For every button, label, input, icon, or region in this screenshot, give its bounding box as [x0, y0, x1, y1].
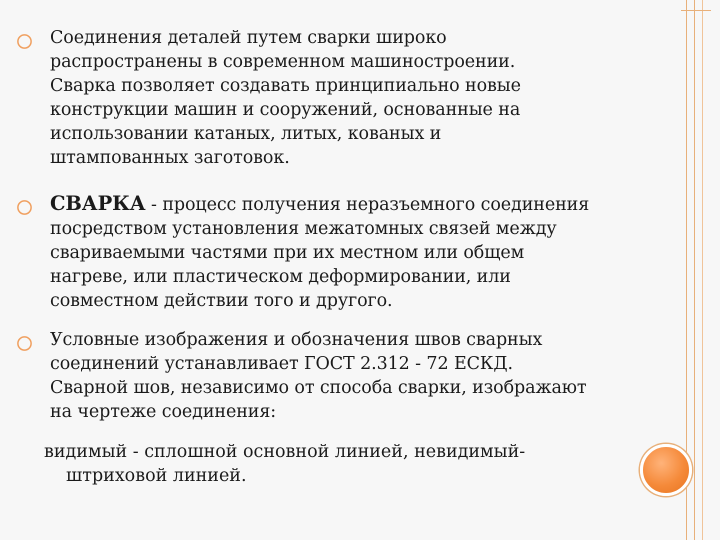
- paragraph-1: [50, 26, 670, 170]
- text-line: посредством установления межатомных связей между: [50, 219, 557, 239]
- text-line: на чертеже соединения:: [50, 402, 277, 422]
- term-welding: СВАРКА: [50, 192, 146, 215]
- text-line: штампованных заготовок.: [50, 148, 290, 168]
- text-line: свариваемыми частями при их местном или общем: [50, 243, 525, 263]
- circle-dot-icon: [16, 199, 33, 216]
- paragraph-2: [50, 192, 670, 313]
- decorative-frame-top: [681, 10, 711, 11]
- text-line: распространены в современном машиностроении.: [50, 52, 516, 72]
- paragraph-trailing: [44, 440, 674, 488]
- decorative-border-line: [694, 0, 695, 540]
- text-line: - процесс получения неразъемного соединения: [145, 195, 590, 215]
- text-line: Условные изображения и обозначения швов сварных: [50, 330, 543, 350]
- circle-dot-icon: [16, 33, 33, 50]
- text-line: Соединения деталей путем сварки широко: [50, 28, 447, 48]
- circle-dot-icon: [16, 335, 33, 352]
- text-line: использовании катаных, литых, кованых и: [50, 124, 442, 144]
- text-line: нагреве, или пластическом деформировании, или: [50, 267, 511, 287]
- text-line: Сварной шов, независимо от способа сварки, изображают: [50, 378, 587, 398]
- text-line: совместном действии того и другого.: [50, 291, 393, 311]
- paragraph-3: [50, 328, 670, 424]
- text-line: штриховой линией.: [66, 466, 247, 486]
- decorative-border-line: [702, 0, 703, 540]
- text-line: видимый - сплошной основной линией, невидимый-: [44, 442, 526, 462]
- text-line: Сварка позволяет создавать принципиально новые: [50, 76, 521, 96]
- text-line: соединений устанавливает ГОСТ 2.312 - 72 ЕСКД.: [50, 354, 513, 374]
- text-line: конструкции машин и сооружений, основанные на: [50, 100, 521, 120]
